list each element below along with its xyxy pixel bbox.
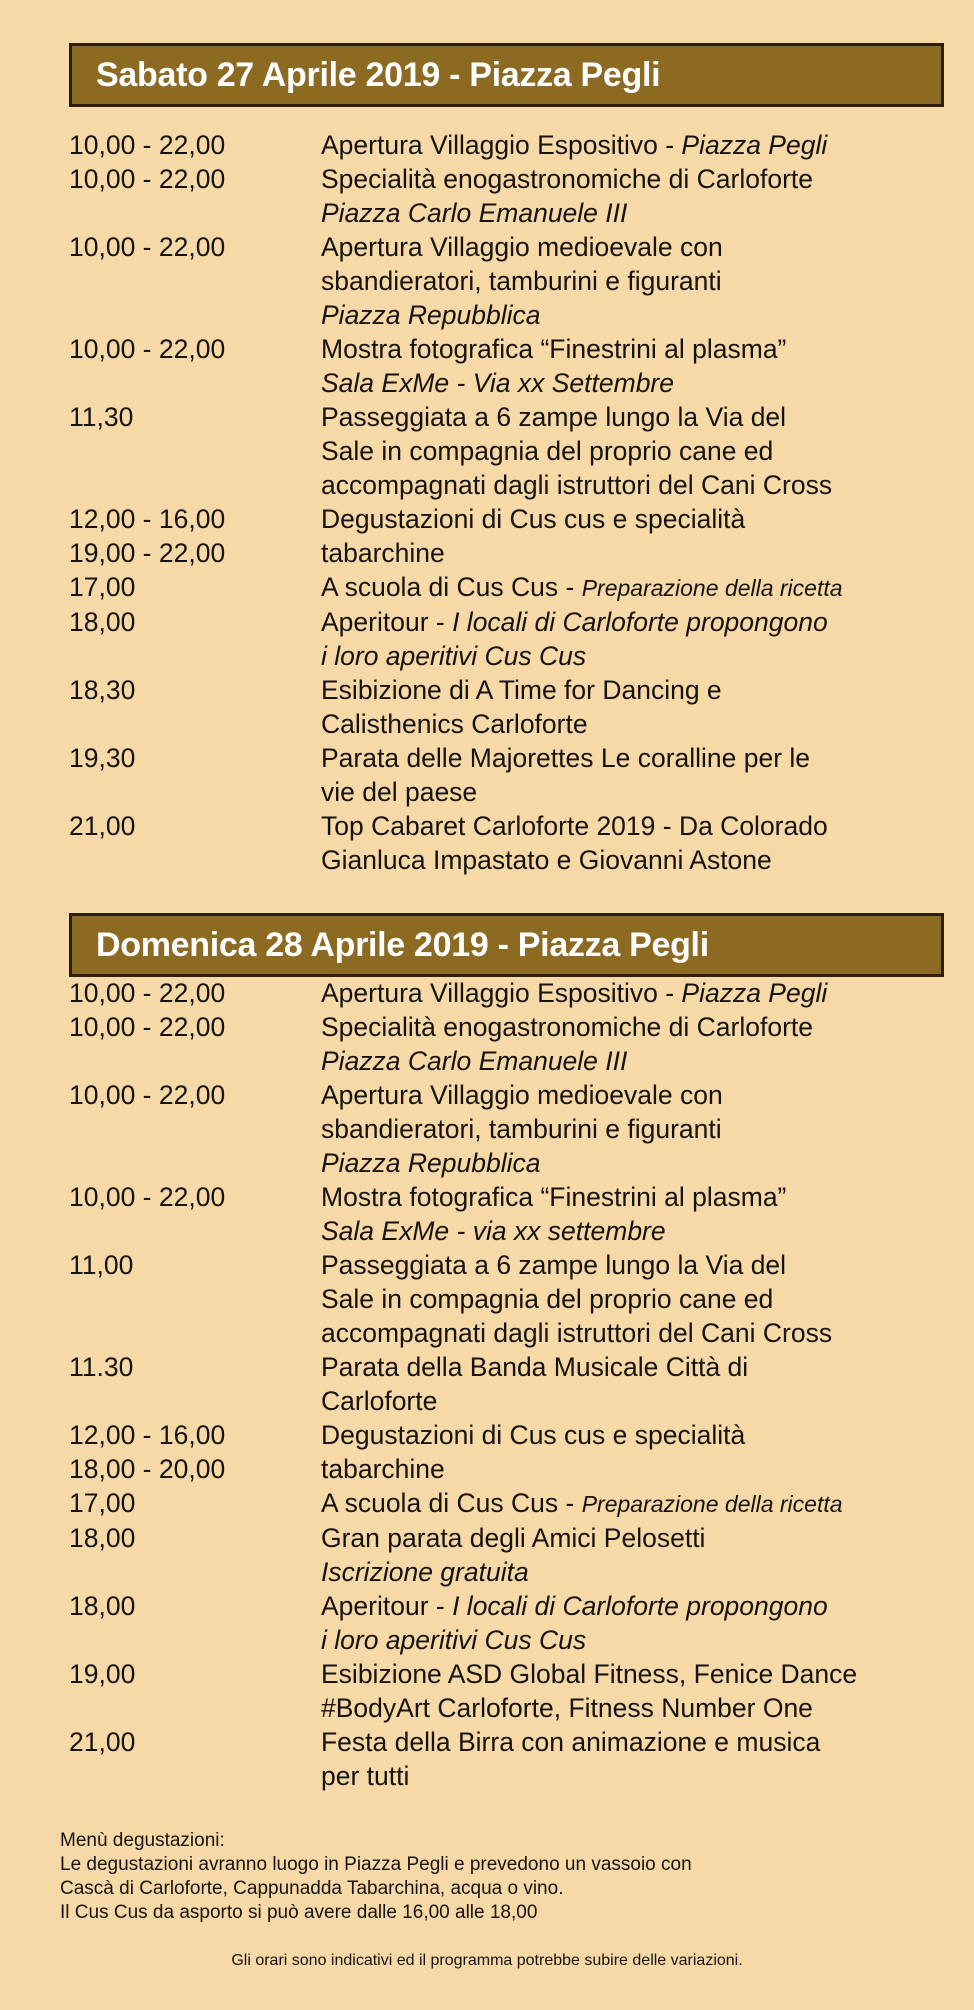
description-line bbox=[321, 1759, 969, 1793]
description-line bbox=[321, 536, 969, 570]
text: Degustazioni di Cus cus e specialità bbox=[321, 1420, 746, 1450]
description-line bbox=[321, 1657, 969, 1691]
description-line bbox=[321, 1282, 969, 1316]
description-line bbox=[321, 128, 969, 162]
event-row bbox=[69, 400, 969, 502]
text: accompagnati dagli istruttori del Cani Cross bbox=[321, 470, 833, 500]
saturday-header: Sabato 27 Aprile 2019 - Piazza Pegli bbox=[69, 43, 944, 107]
description-line bbox=[321, 434, 969, 468]
event-row bbox=[69, 1350, 969, 1418]
event-description bbox=[321, 673, 969, 741]
italic-text: Iscrizione gratuita bbox=[321, 1557, 529, 1587]
text: Specialità enogastronomiche di Carloforte bbox=[321, 1012, 813, 1042]
description-line bbox=[321, 162, 969, 196]
description-line bbox=[321, 1350, 969, 1384]
event-row bbox=[69, 1589, 969, 1657]
event-time: 12,00 - 16,00 19,00 - 22,00 bbox=[69, 504, 226, 568]
text: Aperitour - bbox=[321, 1591, 453, 1621]
italic-text: Piazza Carlo Emanuele III bbox=[321, 1046, 628, 1076]
event-time: 17,00 bbox=[69, 1488, 136, 1518]
event-row bbox=[69, 502, 969, 570]
text: Passeggiata a 6 zampe lungo la Via del bbox=[321, 402, 787, 432]
description-line bbox=[321, 264, 969, 298]
event-time: 21,00 bbox=[69, 1727, 136, 1757]
event-time: 19,00 bbox=[69, 1659, 136, 1689]
text: Apertura Villaggio medioevale con bbox=[321, 1080, 723, 1110]
description-line bbox=[321, 570, 969, 605]
event-row bbox=[69, 162, 969, 230]
event-row bbox=[69, 570, 969, 605]
event-description bbox=[321, 332, 969, 400]
italic-text: Sala ExMe - via xx settembre bbox=[321, 1216, 666, 1246]
event-row bbox=[69, 605, 969, 673]
event-description bbox=[321, 605, 969, 673]
event-row bbox=[69, 1521, 969, 1589]
disclaimer: Gli orari sono indicativi ed il programma potrebbe subire delle variazioni. bbox=[231, 1952, 743, 1969]
description-line bbox=[321, 1010, 969, 1044]
event-time: 10,00 - 22,00 bbox=[69, 1012, 226, 1042]
description-line bbox=[321, 1316, 969, 1350]
description-line bbox=[321, 707, 969, 741]
event-time: 18,00 bbox=[69, 607, 136, 637]
text: Esibizione di A Time for Dancing e bbox=[321, 675, 722, 705]
event-time: 10,00 - 22,00 bbox=[69, 334, 226, 364]
event-row bbox=[69, 1486, 969, 1521]
description-line bbox=[321, 639, 969, 673]
event-row bbox=[69, 1180, 969, 1248]
event-description bbox=[321, 1010, 969, 1078]
text: Parata delle Majorettes Le coralline per le bbox=[321, 743, 811, 773]
event-description bbox=[321, 128, 969, 162]
description-line bbox=[321, 741, 969, 775]
description-line bbox=[321, 1180, 969, 1214]
text: vie del paese bbox=[321, 777, 478, 807]
event-row bbox=[69, 1725, 969, 1793]
text: A scuola di Cus Cus - bbox=[321, 1488, 582, 1518]
text: Aperitour - bbox=[321, 607, 453, 637]
description-line bbox=[321, 1725, 969, 1759]
text: Mostra fotografica “Finestrini al plasma” bbox=[321, 334, 787, 364]
text: Apertura Villaggio medioevale con bbox=[321, 232, 723, 262]
event-description bbox=[321, 1725, 969, 1793]
text: accompagnati dagli istruttori del Cani Cross bbox=[321, 1318, 833, 1348]
event-time: 18,00 bbox=[69, 1591, 136, 1621]
tasting-menu-notes bbox=[60, 1829, 960, 1925]
description-line bbox=[321, 1248, 969, 1282]
event-time: 10,00 - 22,00 bbox=[69, 978, 226, 1008]
event-row bbox=[69, 741, 969, 809]
text: sbandieratori, tamburini e figuranti bbox=[321, 266, 722, 296]
event-row bbox=[69, 230, 969, 332]
event-time: 10,00 - 22,00 bbox=[69, 232, 226, 262]
text: Gianluca Impastato e Giovanni Astone bbox=[321, 845, 772, 875]
description-line bbox=[321, 1078, 969, 1112]
description-line bbox=[321, 366, 969, 400]
text: Passeggiata a 6 zampe lungo la Via del bbox=[321, 1250, 787, 1280]
description-line bbox=[321, 1146, 969, 1180]
sunday-header: Domenica 28 Aprile 2019 - Piazza Pegli bbox=[69, 913, 944, 977]
italic-text: Piazza Repubblica bbox=[321, 1148, 541, 1178]
description-line bbox=[321, 1486, 969, 1521]
text: Apertura Villaggio Espositivo - bbox=[321, 130, 682, 160]
event-description bbox=[321, 1418, 969, 1486]
event-row bbox=[69, 128, 969, 162]
description-line bbox=[321, 1112, 969, 1146]
event-time: 18,30 bbox=[69, 675, 136, 705]
text: Specialità enogastronomiche di Carloforte bbox=[321, 164, 813, 194]
event-row bbox=[69, 1657, 969, 1725]
text: Mostra fotografica “Finestrini al plasma” bbox=[321, 1182, 787, 1212]
event-row bbox=[69, 976, 969, 1010]
description-line bbox=[321, 605, 969, 639]
italic-text: Piazza Pegli bbox=[681, 130, 828, 160]
event-description bbox=[321, 162, 969, 230]
text: Parata della Banda Musicale Città di bbox=[321, 1352, 749, 1382]
event-description bbox=[321, 400, 969, 502]
text: Sale in compagnia del proprio cane ed bbox=[321, 436, 774, 466]
italic-text: i loro aperitivi Cus Cus bbox=[321, 641, 587, 671]
event-time: 21,00 bbox=[69, 811, 136, 841]
footer-line: Le degustazioni avranno luogo in Piazza Pegli e prevedono un vassoio con bbox=[60, 1854, 692, 1875]
event-row bbox=[69, 809, 969, 877]
event-row bbox=[69, 1078, 969, 1180]
event-time: 10,00 - 22,00 bbox=[69, 164, 226, 194]
sunday-events bbox=[69, 976, 969, 1793]
description-line bbox=[321, 298, 969, 332]
description-line bbox=[321, 1044, 969, 1078]
event-description bbox=[321, 1521, 969, 1589]
description-line bbox=[321, 196, 969, 230]
event-description bbox=[321, 230, 969, 332]
description-line bbox=[321, 502, 969, 536]
event-description bbox=[321, 1078, 969, 1180]
event-description bbox=[321, 1180, 969, 1248]
description-line bbox=[321, 1589, 969, 1623]
description-line bbox=[321, 1691, 969, 1725]
event-description bbox=[321, 570, 969, 605]
italic-text: Sala ExMe - Via xx Settembre bbox=[321, 368, 674, 398]
event-row bbox=[69, 1248, 969, 1350]
description-line bbox=[321, 332, 969, 366]
text: tabarchine bbox=[321, 538, 445, 568]
event-time: 10,00 - 22,00 bbox=[69, 1080, 226, 1110]
text: Calisthenics Carloforte bbox=[321, 709, 588, 739]
italic-text: Piazza Repubblica bbox=[321, 300, 541, 330]
text: Carloforte bbox=[321, 1386, 438, 1416]
description-line bbox=[321, 1623, 969, 1657]
event-description bbox=[321, 1350, 969, 1418]
text: Gran parata degli Amici Pelosetti bbox=[321, 1523, 706, 1553]
italic-text: Piazza Pegli bbox=[681, 978, 828, 1008]
italic-text: i loro aperitivi Cus Cus bbox=[321, 1625, 587, 1655]
description-line bbox=[321, 673, 969, 707]
event-description bbox=[321, 1589, 969, 1657]
text: #BodyArt Carloforte, Fitness Number One bbox=[321, 1693, 813, 1723]
description-line bbox=[321, 1521, 969, 1555]
description-line bbox=[321, 1418, 969, 1452]
description-line bbox=[321, 400, 969, 434]
saturday-events bbox=[69, 128, 969, 877]
event-time: 11.30 bbox=[69, 1352, 134, 1382]
event-time: 11,30 bbox=[69, 402, 134, 432]
description-line bbox=[321, 1555, 969, 1589]
description-line bbox=[321, 1452, 969, 1486]
text: Apertura Villaggio Espositivo - bbox=[321, 978, 682, 1008]
description-line bbox=[321, 230, 969, 264]
italic-text: I locali di Carloforte propongono bbox=[452, 607, 828, 637]
text: Festa della Birra con animazione e musica bbox=[321, 1727, 821, 1757]
description-line bbox=[321, 1214, 969, 1248]
text: tabarchine bbox=[321, 1454, 445, 1484]
text: sbandieratori, tamburini e figuranti bbox=[321, 1114, 722, 1144]
event-row bbox=[69, 332, 969, 400]
italic-text: I locali di Carloforte propongono bbox=[452, 1591, 828, 1621]
event-time: 12,00 - 16,00 18,00 - 20,00 bbox=[69, 1420, 226, 1484]
text: per tutti bbox=[321, 1761, 410, 1791]
event-time: 10,00 - 22,00 bbox=[69, 130, 226, 160]
footer-line: Il Cus Cus da asporto si può avere dalle 16,00 alle 18,00 bbox=[60, 1902, 538, 1923]
event-description bbox=[321, 1657, 969, 1725]
text: Esibizione ASD Global Fitness, Fenice Dance bbox=[321, 1659, 858, 1689]
event-description bbox=[321, 502, 969, 570]
event-time: 11,00 bbox=[69, 1250, 134, 1280]
text: Sale in compagnia del proprio cane ed bbox=[321, 1284, 774, 1314]
italic-text: Preparazione della ricetta bbox=[581, 1491, 843, 1517]
event-time: 17,00 bbox=[69, 572, 136, 602]
description-line bbox=[321, 843, 969, 877]
italic-text: Preparazione della ricetta bbox=[581, 575, 843, 601]
event-description bbox=[321, 1248, 969, 1350]
event-time: 19,30 bbox=[69, 743, 136, 773]
description-line bbox=[321, 468, 969, 502]
text: Degustazioni di Cus cus e specialità bbox=[321, 504, 746, 534]
text: A scuola di Cus Cus - bbox=[321, 572, 582, 602]
description-line bbox=[321, 775, 969, 809]
italic-text: Piazza Carlo Emanuele III bbox=[321, 198, 628, 228]
event-time: 18,00 bbox=[69, 1523, 136, 1553]
event-description bbox=[321, 741, 969, 809]
event-description bbox=[321, 976, 969, 1010]
event-row bbox=[69, 1010, 969, 1078]
event-time: 10,00 - 22,00 bbox=[69, 1182, 226, 1212]
event-row bbox=[69, 673, 969, 741]
description-line bbox=[321, 1384, 969, 1418]
event-description bbox=[321, 809, 969, 877]
footer-line: Menù degustazioni: bbox=[60, 1830, 225, 1851]
event-row bbox=[69, 1418, 969, 1486]
event-description bbox=[321, 1486, 969, 1521]
description-line bbox=[321, 809, 969, 843]
footer-line: Cascà di Carloforte, Cappunadda Tabarchina, acqua o vino. bbox=[60, 1878, 564, 1899]
description-line bbox=[321, 976, 969, 1010]
text: Top Cabaret Carloforte 2019 - Da Colorado bbox=[321, 811, 828, 841]
